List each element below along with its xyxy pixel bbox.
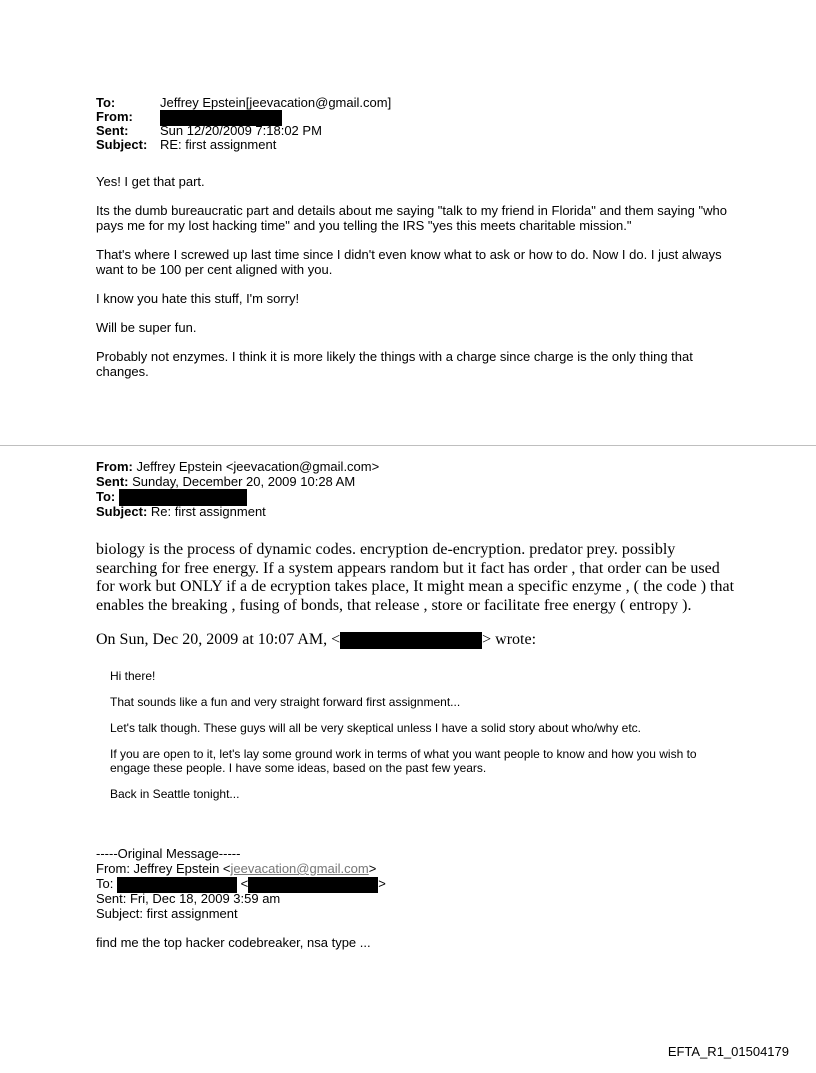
wrote-line bbox=[96, 631, 736, 650]
body-paragraph: That's where I screwed up last time since I didn't even know what to ask or how to do. Now I do. I just always want to be 100 per cent aligned with you. bbox=[96, 247, 722, 277]
from-label: From: bbox=[96, 109, 133, 124]
redaction-block bbox=[340, 632, 482, 649]
from-row bbox=[96, 110, 391, 124]
sent-row bbox=[96, 474, 379, 489]
body-paragraph: Its the dumb bureaucratic part and details about me saying "talk to my friend in Florida" and them saying "who pays me for my lost hacking time" and you telling the IRS "yes this meets charitable mission." bbox=[96, 203, 727, 233]
to-row bbox=[96, 96, 391, 110]
original-to-label: To: bbox=[96, 876, 114, 891]
email-header-2 bbox=[96, 459, 379, 519]
to-label: To: bbox=[96, 489, 116, 504]
section-divider bbox=[0, 445, 816, 446]
original-to-suffix: > bbox=[378, 876, 386, 891]
email-header-1 bbox=[96, 96, 391, 152]
sent-label: Sent: bbox=[96, 123, 129, 138]
body-paragraph: I know you hate this stuff, I'm sorry! bbox=[96, 291, 300, 306]
wrote-prefix: On Sun, Dec 20, 2009 at 10:07 AM, < bbox=[96, 631, 341, 648]
original-message-body: find me the top hacker codebreaker, nsa type ... bbox=[96, 935, 371, 950]
from-label: From: bbox=[96, 459, 133, 474]
sent-label: Sent: bbox=[96, 474, 129, 489]
original-from-suffix: > bbox=[368, 861, 377, 876]
body-paragraph: Will be super fun. bbox=[96, 320, 197, 335]
sent-row bbox=[96, 124, 391, 138]
original-from-prefix: From: Jeffrey Epstein < bbox=[96, 861, 231, 876]
quoted-paragraph: Hi there! bbox=[110, 669, 156, 683]
sent-value: Sunday, December 20, 2009 10:28 AM bbox=[128, 474, 356, 489]
original-sent-row: Sent: Fri, Dec 18, 2009 3:59 am bbox=[96, 891, 281, 906]
subject-label: Subject: bbox=[96, 504, 148, 519]
document-id: EFTA_R1_01504179 bbox=[667, 1044, 789, 1059]
body-paragraph: Probably not enzymes. I think it is more likely the things with a charge since charge is the only thing that changes. bbox=[96, 349, 693, 379]
message-body-2 bbox=[96, 541, 736, 664]
quoted-paragraph: Let's talk though. These guys will all be very skeptical unless I have a solid story about who/why etc. bbox=[110, 721, 642, 735]
message-body-1 bbox=[96, 174, 736, 393]
quoted-paragraph: If you are open to it, let's lay some ground work in terms of what you want people to know and how you wish to engage these people. I have some ideas, based on the past few years. bbox=[110, 747, 697, 775]
original-to-row bbox=[96, 876, 386, 891]
original-to-mid: < bbox=[236, 876, 249, 891]
wrote-suffix: > wrote: bbox=[482, 631, 537, 648]
email-link[interactable]: jeevacation@gmail.com bbox=[230, 861, 369, 876]
to-label: To: bbox=[96, 95, 116, 110]
original-message-header bbox=[96, 846, 386, 921]
subject-label: Subject: bbox=[96, 137, 148, 152]
subject-row bbox=[96, 504, 379, 519]
subject-value: Re: first assignment bbox=[147, 504, 266, 519]
to-row bbox=[96, 489, 379, 504]
from-row bbox=[96, 459, 379, 474]
to-value: Jeffrey Epstein[jeevacation@gmail.com] bbox=[160, 95, 392, 110]
quoted-paragraph: That sounds like a fun and very straight forward first assignment... bbox=[110, 695, 461, 709]
original-subject-row: Subject: first assignment bbox=[96, 906, 238, 921]
subject-value: RE: first assignment bbox=[160, 137, 277, 152]
quoted-message bbox=[110, 669, 730, 813]
quoted-paragraph: Back in Seattle tonight... bbox=[110, 787, 240, 801]
from-value: Jeffrey Epstein <jeevacation@gmail.com> bbox=[132, 459, 380, 474]
sent-value: Sun 12/20/2009 7:18:02 PM bbox=[160, 123, 322, 138]
body-paragraph: Yes! I get that part. bbox=[96, 174, 205, 189]
subject-row bbox=[96, 138, 391, 152]
original-from-row bbox=[96, 861, 386, 876]
original-separator: -----Original Message----- bbox=[96, 846, 241, 861]
body-paragraph: biology is the process of dynamic codes. encryption de-encryption. predator prey. possibly searching for free energy. If a system appears random but it fact has order , that order can be used for work but ONLY if a de ecryption takes place, It might mean a specific enzyme , ( the code ) that enables the breaking , fusing of bonds, that release , store or facilitate free energy ( entropy ). bbox=[96, 541, 735, 614]
